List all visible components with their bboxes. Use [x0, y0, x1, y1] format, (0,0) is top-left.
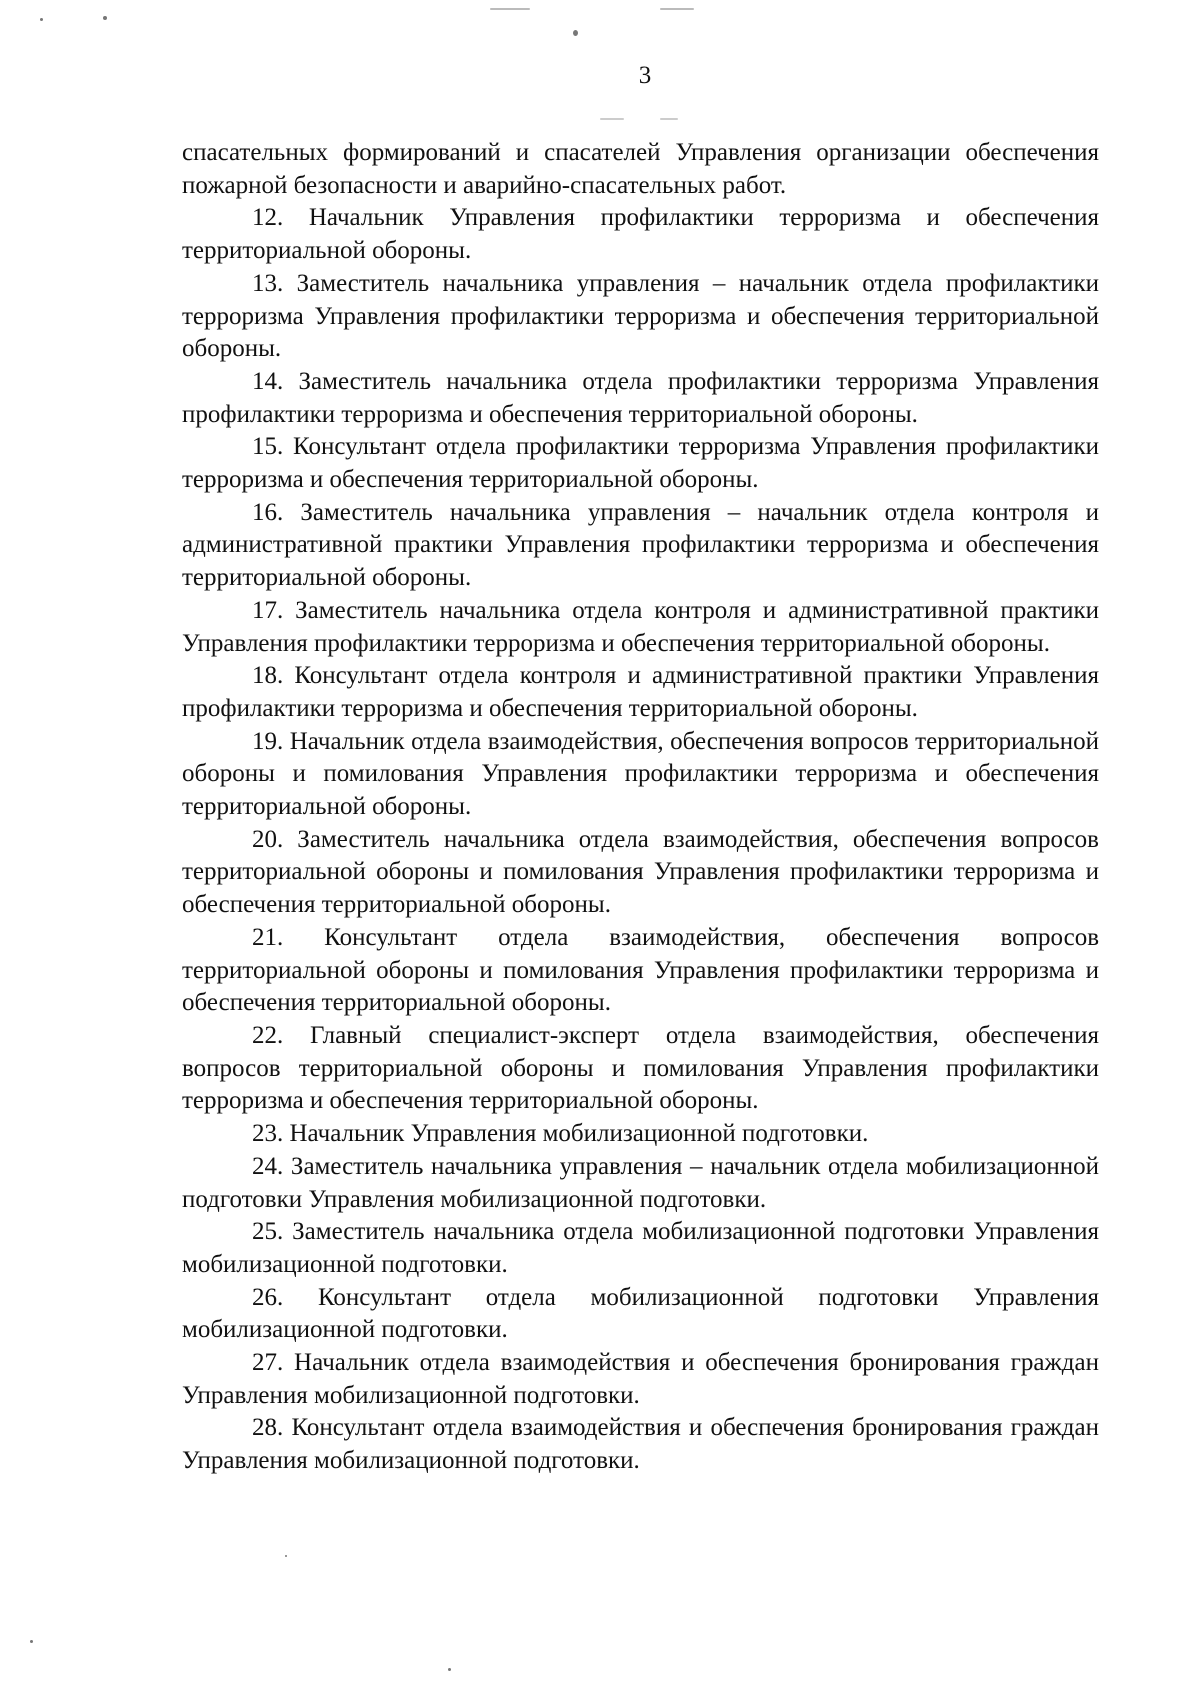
scan-speck	[490, 8, 530, 10]
list-item-20: 20. Заместитель начальника отдела взаимодействия, обеспечения вопросов территориальной обороны и помилования Управления профилактики терроризма и обеспечения территориальной обороны.	[182, 825, 1099, 919]
list-item-13: 13. Заместитель начальника управления – начальник отдела профилактики терроризма Управления профилактики терроризма и обеспечения территориальной обороны.	[182, 269, 1099, 363]
list-item-27: 27. Начальник отдела взаимодействия и обеспечения бронирования граждан Управления мобилизационной подготовки.	[182, 1349, 1099, 1409]
scan-speck	[573, 30, 578, 36]
list-item-28: 28. Консультант отдела взаимодействия и обеспечения бронирования граждан Управления мобилизационной подготовки.	[182, 1414, 1099, 1475]
document-body	[182, 137, 1099, 1478]
list-item-19: 19. Начальник отдела взаимодействия, обеспечения вопросов территориальной обороны и помилования Управления профилактики терроризма и обеспечения территориальной обороны.	[182, 727, 1099, 821]
list-item-15: 15. Консультант отдела профилактики терроризма Управления профилактики терроризма и обеспечения территориальной обороны.	[182, 433, 1099, 494]
list-item-25: 25. Заместитель начальника отдела мобилизационной подготовки Управления мобилизационной подготовки.	[182, 1218, 1099, 1278]
list-item-26: 26. Консультант отдела мобилизационной подготовки Управления мобилизационной подготовки.	[182, 1283, 1099, 1344]
list-item-17: 17. Заместитель начальника отдела контроля и административной практики Управления профилактики терроризма и обеспечения территориальной обороны.	[182, 596, 1099, 657]
list-item-12: 12. Начальник Управления профилактики терроризма и обеспечения территориальной обороны.	[182, 204, 1099, 265]
list-item-23: 23. Начальник Управления мобилизационной подготовки.	[252, 1120, 869, 1148]
list-item-24: 24. Заместитель начальника управления – начальник отдела мобилизационной подготовки Управления мобилизационной подготовки.	[182, 1152, 1099, 1213]
paragraph-continuation: спасательных формирований и спасателей Управления организации обеспечения пожарной безопасности и аварийно-спасательных работ.	[182, 139, 1099, 199]
list-item-14: 14. Заместитель начальника отдела профилактики терроризма Управления профилактики терроризма и обеспечения территориальной обороны.	[182, 367, 1099, 428]
scan-speck	[40, 18, 43, 21]
scan-speck	[103, 16, 107, 20]
page-number: 3	[638, 62, 652, 89]
scan-speck	[30, 1640, 33, 1643]
list-item-16: 16. Заместитель начальника управления – начальник отдела контроля и административной практики Управления профилактики терроризма и обеспечения территориальной обороны.	[182, 498, 1099, 592]
scan-speck	[660, 118, 678, 120]
scan-speck	[600, 118, 624, 120]
list-item-21: 21. Консультант отдела взаимодействия, обеспечения вопросов территориальной обороны и помилования Управления профилактики терроризма и обеспечения территориальной обороны.	[182, 923, 1099, 1017]
scan-speck	[285, 1555, 287, 1557]
scan-speck	[448, 1668, 451, 1671]
scan-speck	[660, 8, 694, 10]
list-item-22: 22. Главный специалист-эксперт отдела взаимодействия, обеспечения вопросов территориальной обороны и помилования Управления профилактики терроризма и обеспечения территориальной обороны.	[182, 1021, 1099, 1115]
list-item-18: 18. Консультант отдела контроля и административной практики Управления профилактики терроризма и обеспечения территориальной обороны.	[182, 662, 1099, 722]
